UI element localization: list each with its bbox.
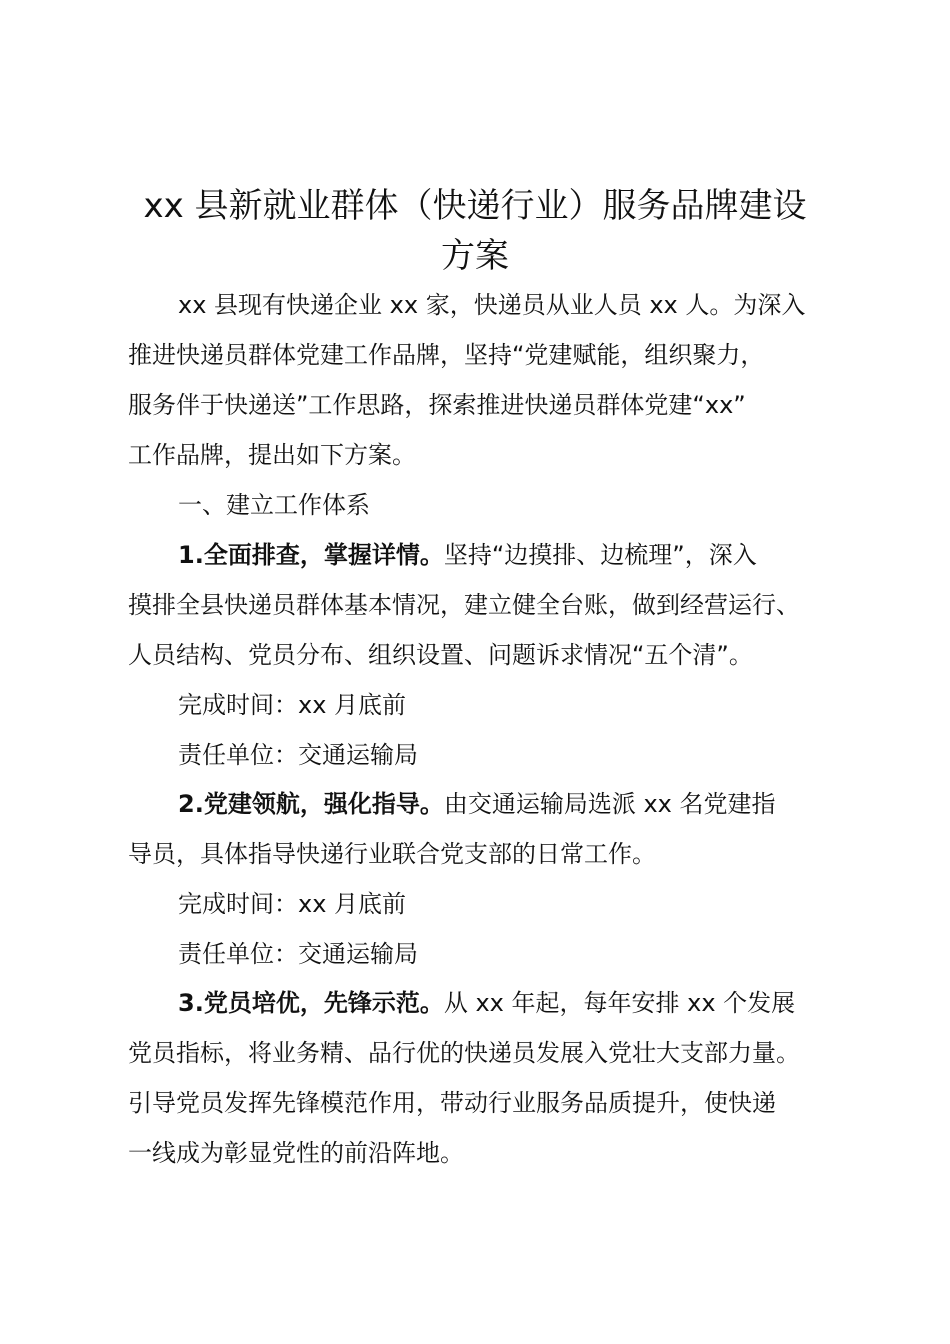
item-3-heading: 3.党员培优，先锋示范。 <box>178 989 444 1017</box>
document-title-line-1: xx 县新就业群体（快递行业）服务品牌建设 <box>143 186 807 226</box>
document-title-line-2: 方案 <box>441 236 509 276</box>
item-2-responsible: 责任单位：交通运输局 <box>178 940 418 968</box>
item-1-deadline: 完成时间：xx 月底前 <box>178 691 407 719</box>
item-3-line-4: 一线成为彰显党性的前沿阵地。 <box>128 1139 464 1167</box>
item-2-deadline: 完成时间：xx 月底前 <box>178 890 407 918</box>
item-3-line-3: 引导党员发挥先锋模范作用，带动行业服务品质提升，使快递 <box>128 1089 776 1117</box>
item-1-line-3: 人员结构、党员分布、组织设置、问题诉求情况“五个清”。 <box>128 641 753 669</box>
section-heading: 一、建立工作体系 <box>178 491 370 519</box>
item-1-responsible: 责任单位：交通运输局 <box>178 741 418 769</box>
intro-line-2: 推进快递员群体党建工作品牌，坚持“党建赋能，组织聚力， <box>128 341 765 369</box>
item-2-heading: 2.党建领航，强化指导。 <box>178 790 444 818</box>
item-1-text: 坚持“边摸排、边梳理”，深入 <box>443 541 757 569</box>
intro-line-1: xx 县现有快递企业 xx 家，快递员从业人员 xx 人。为深入 <box>178 291 806 319</box>
item-2-first-line <box>178 788 776 820</box>
item-3-text: 从 xx 年起，每年安排 xx 个发展 <box>443 989 796 1017</box>
item-1-line-2: 摸排全县快递员群体基本情况，建立健全台账，做到经营运行、 <box>128 591 800 619</box>
item-2-text: 由交通运输局选派 xx 名党建指 <box>443 790 776 818</box>
item-1-heading: 1.全面排查，掌握详情。 <box>178 541 444 569</box>
intro-line-3: 服务伴于快递送”工作思路，探索推进快递员群体党建“xx” <box>128 391 746 419</box>
item-3-line-2: 党员指标，将业务精、品行优的快递员发展入党壮大支部力量。 <box>128 1039 800 1067</box>
item-3-first-line <box>178 987 795 1019</box>
item-2-line-2: 导员，具体指导快递行业联合党支部的日常工作。 <box>128 840 656 868</box>
item-1-first-line <box>178 539 757 571</box>
intro-line-4: 工作品牌，提出如下方案。 <box>128 441 416 469</box>
